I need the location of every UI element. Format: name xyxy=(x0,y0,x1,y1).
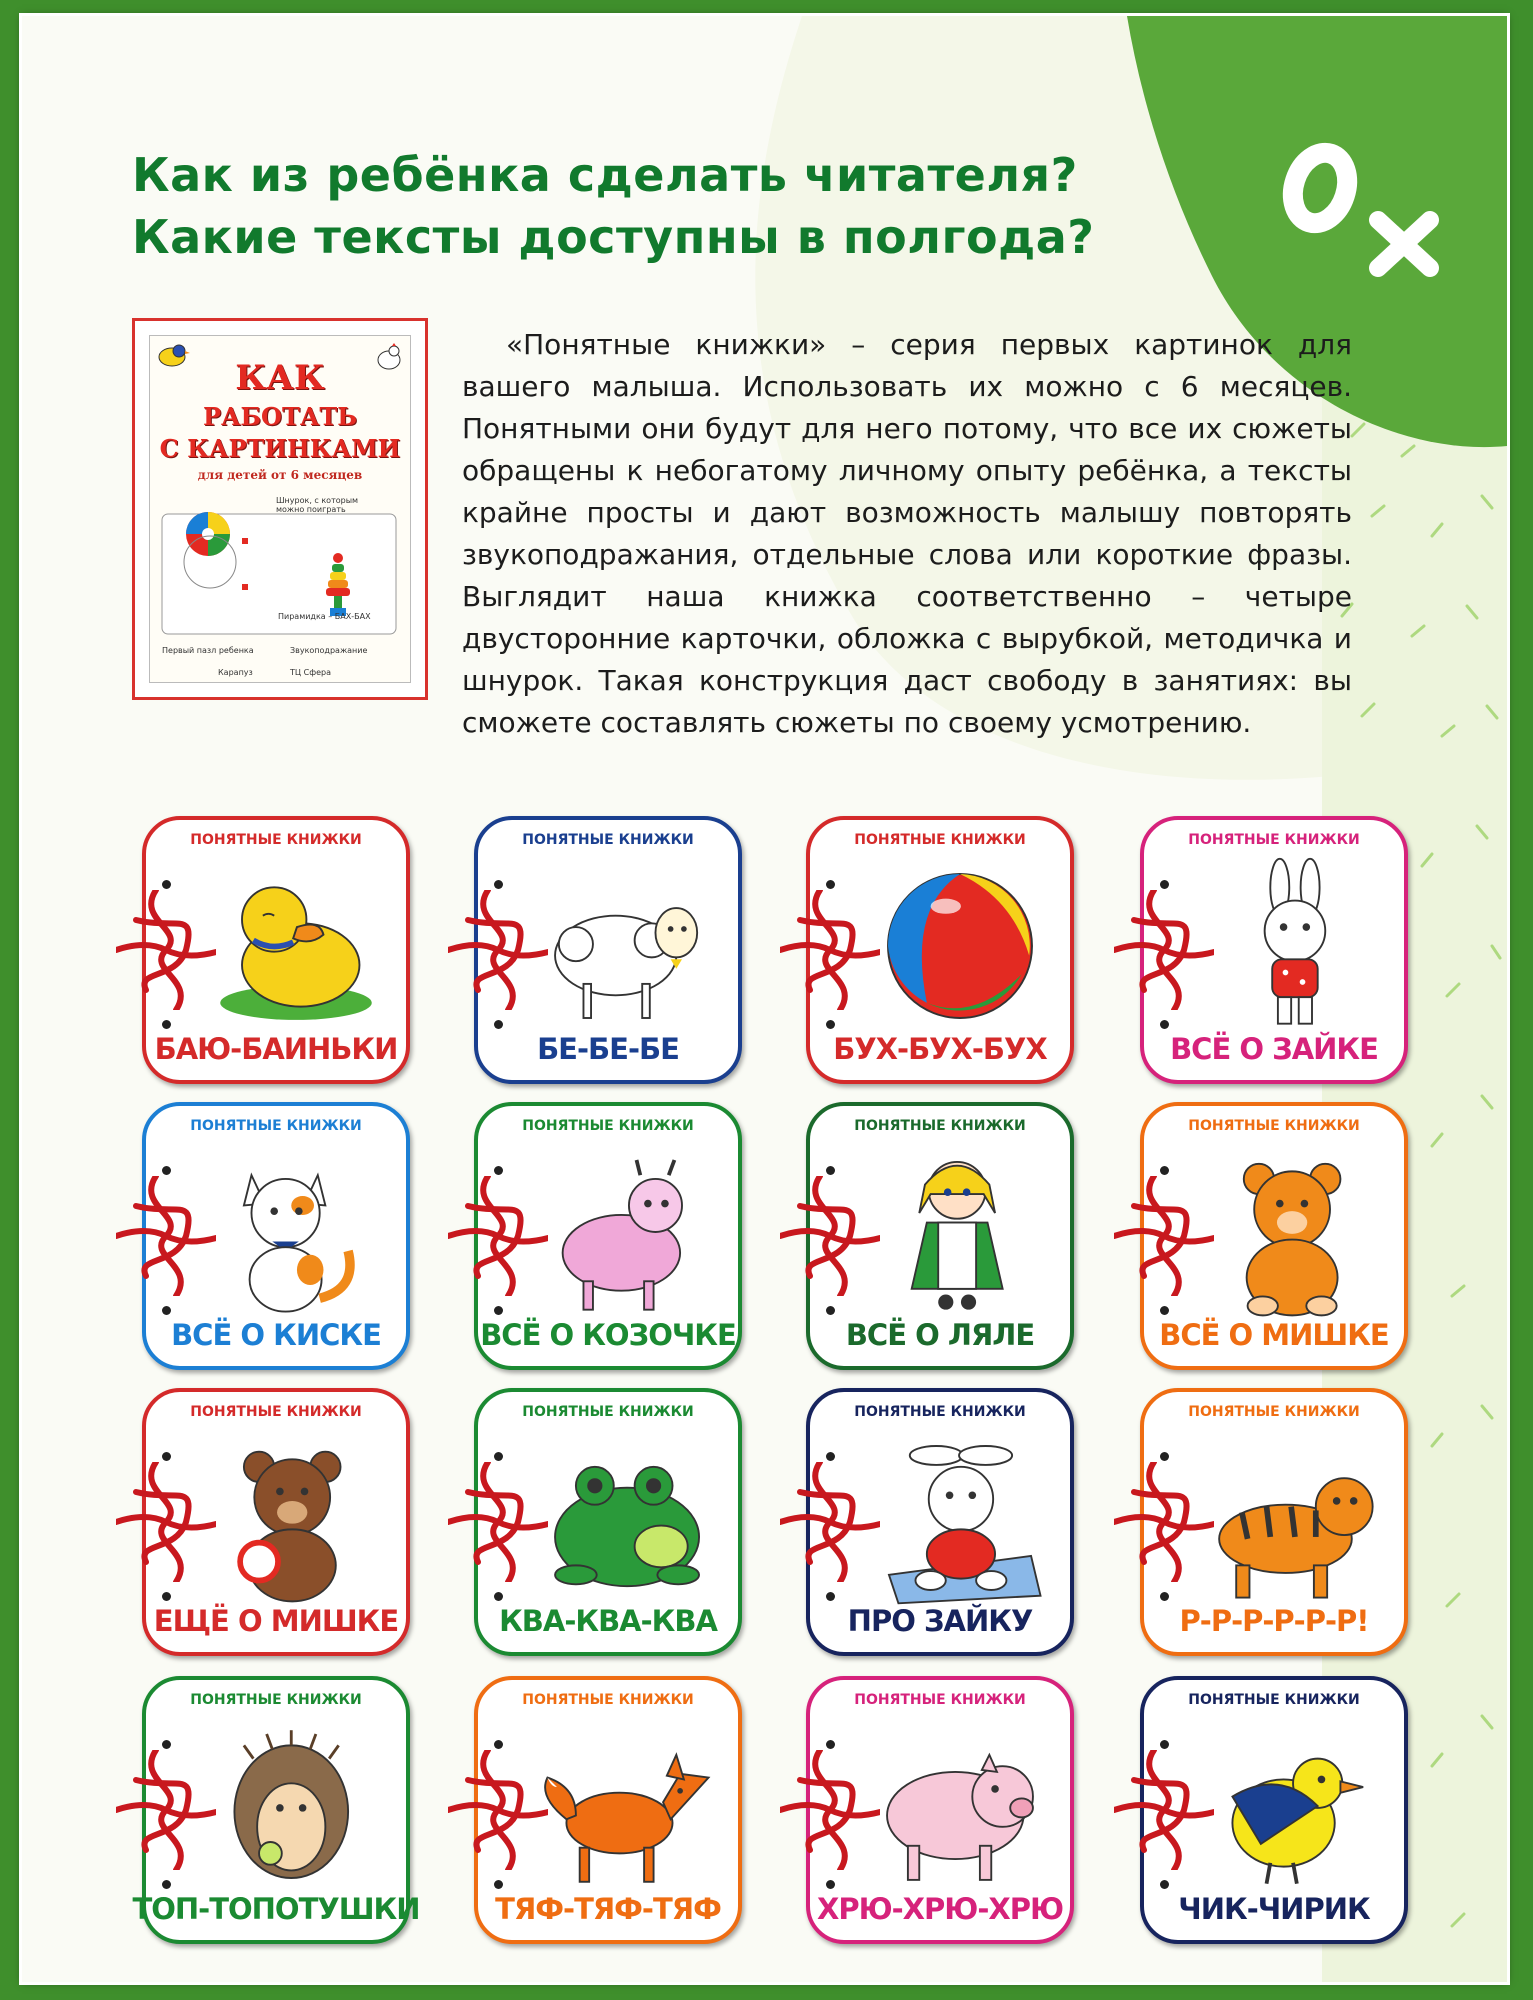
card-series-label: ПОНЯТНЫЕ КНИЖКИ xyxy=(1188,832,1360,848)
cover-label-sound: Звукоподражание xyxy=(290,646,368,655)
card-series-label: ПОНЯТНЫЕ КНИЖКИ xyxy=(190,1404,362,1420)
card-series-label: ПОНЯТНЫЕ КНИЖКИ xyxy=(190,832,362,848)
card-series-label: ПОНЯТНЫЕ КНИЖКИ xyxy=(854,1118,1026,1134)
bunny-sitting-icon xyxy=(870,1428,1050,1608)
page xyxy=(22,16,1507,1982)
lace-hole xyxy=(162,1166,171,1175)
duckling-icon xyxy=(206,856,386,1036)
card-series-label: ПОНЯТНЫЕ КНИЖКИ xyxy=(522,832,694,848)
page-title xyxy=(132,144,1232,268)
teddy-bear-icon xyxy=(1204,1142,1384,1322)
age-rating-icon xyxy=(1262,116,1462,316)
lace-icon xyxy=(1114,1462,1214,1582)
lace-icon xyxy=(448,1750,548,1870)
card-series-label: ПОНЯТНЫЕ КНИЖКИ xyxy=(190,1692,362,1708)
book-card xyxy=(474,816,742,1084)
lace-hole xyxy=(162,1880,171,1889)
card-series-label: ПОНЯТНЫЕ КНИЖКИ xyxy=(854,832,1026,848)
card-title: Р-Р-Р-Р-Р-Р! xyxy=(1179,1604,1369,1638)
lace-hole xyxy=(826,1452,835,1461)
cover-label-pyramid: Пирамидка – БАХ-БАХ xyxy=(278,612,371,621)
lace-hole xyxy=(494,1740,503,1749)
hedgehog-icon xyxy=(206,1716,386,1896)
card-title: БЕ-БЕ-БЕ xyxy=(537,1032,679,1066)
lace-hole xyxy=(494,1306,503,1315)
lace-hole xyxy=(1160,1880,1169,1889)
intro-paragraph xyxy=(132,324,1352,744)
card-title: ВСЁ О КИСКЕ xyxy=(171,1318,381,1352)
card-title: БАЮ-БАИНЬКИ xyxy=(154,1032,398,1066)
lace-icon xyxy=(780,1462,880,1582)
lace-hole xyxy=(1160,1306,1169,1315)
card-series-label: ПОНЯТНЫЕ КНИЖКИ xyxy=(1188,1118,1360,1134)
book-card xyxy=(142,816,410,1084)
lace-hole xyxy=(826,880,835,889)
bird-icon xyxy=(1204,1716,1384,1896)
lace-hole xyxy=(826,1880,835,1889)
book-card xyxy=(806,1388,1074,1656)
card-series-label: ПОНЯТНЫЕ КНИЖКИ xyxy=(522,1118,694,1134)
lace-hole xyxy=(826,1740,835,1749)
lace-hole xyxy=(1160,880,1169,889)
lace-hole xyxy=(494,1020,503,1029)
card-title: ТЯФ-ТЯФ-ТЯФ xyxy=(495,1892,721,1926)
ball-icon xyxy=(870,856,1050,1036)
lace-hole xyxy=(162,1020,171,1029)
cover-title-3: С КАРТИНКАМИ xyxy=(159,434,401,463)
card-series-label: ПОНЯТНЫЕ КНИЖКИ xyxy=(522,1404,694,1420)
lace-hole xyxy=(1160,1020,1169,1029)
card-title: ВСЁ О КОЗОЧКЕ xyxy=(480,1318,736,1352)
book-card xyxy=(1140,816,1408,1084)
card-title: КВА-КВА-КВА xyxy=(499,1604,717,1638)
lace-icon xyxy=(448,890,548,1010)
lace-hole xyxy=(826,1306,835,1315)
bunny-icon xyxy=(1204,856,1384,1036)
bear-cub-icon xyxy=(206,1428,386,1608)
goat-kid-icon xyxy=(538,1142,718,1322)
book-card xyxy=(142,1388,410,1656)
book-card xyxy=(806,1676,1074,1944)
card-series-label: ПОНЯТНЫЕ КНИЖКИ xyxy=(522,1692,694,1708)
lace-hole xyxy=(162,1592,171,1601)
lace-hole xyxy=(1160,1592,1169,1601)
cover-title-1: КАК xyxy=(235,358,325,398)
lace-icon xyxy=(116,1462,216,1582)
lace-icon xyxy=(448,1462,548,1582)
book-card xyxy=(474,1102,742,1370)
lace-hole xyxy=(162,1306,171,1315)
card-series-label: ПОНЯТНЫЕ КНИЖКИ xyxy=(854,1692,1026,1708)
lace-hole xyxy=(826,1166,835,1175)
book-card xyxy=(1140,1676,1408,1944)
lace-icon xyxy=(116,890,216,1010)
card-title: ВСЁ О ЛЯЛЕ xyxy=(845,1318,1035,1352)
lamb-icon xyxy=(538,856,718,1036)
lace-hole xyxy=(826,1592,835,1601)
cover-publisher-2: ТЦ Сфера xyxy=(290,668,331,677)
doll-icon xyxy=(870,1142,1050,1322)
lace-icon xyxy=(780,1176,880,1296)
book-card xyxy=(806,1102,1074,1370)
card-title: ВСЁ О ЗАЙКЕ xyxy=(1170,1032,1378,1066)
intro-text: «Понятные книжки» – серия первых картинок для вашего малыша. Использовать их можно с 6 месяцев. Понятными они будут для него потому, что все их сюжеты обращены к небогатому личному опыту ребёнка, а тексты крайне просты и дают возможность малышу повторять звукоподражания, отдельные слова или короткие фразы. Выглядит наша книжка соответственно – четыре двусторонние карточки, обложка с вырубкой, методичка и шнурок. Такая конструкция даст свободу в занятиях: вы сможете составлять сюжеты по своему усмотрению. xyxy=(462,328,1352,739)
book-card xyxy=(1140,1388,1408,1656)
book-card xyxy=(806,816,1074,1084)
book-card xyxy=(142,1102,410,1370)
lace-hole xyxy=(162,1740,171,1749)
lace-hole xyxy=(494,880,503,889)
lace-hole xyxy=(162,1452,171,1461)
card-title: ХРЮ-ХРЮ-ХРЮ xyxy=(816,1892,1064,1926)
cover-title-2: РАБОТАТЬ xyxy=(202,402,358,431)
cover-label-puzzle: Первый пазл ребенка xyxy=(162,646,254,655)
kitten-icon xyxy=(206,1142,386,1322)
fox-icon xyxy=(538,1716,718,1896)
title-line-2: Какие тексты доступны в полгода? xyxy=(132,210,1095,264)
lace-hole xyxy=(826,1020,835,1029)
card-title: ЧИК-ЧИРИК xyxy=(1178,1892,1370,1926)
card-series-label: ПОНЯТНЫЕ КНИЖКИ xyxy=(854,1404,1026,1420)
card-title: ПРО ЗАЙКУ xyxy=(847,1604,1033,1638)
card-title: ТОП-ТОПОТУШКИ xyxy=(132,1892,420,1926)
card-title: БУХ-БУХ-БУХ xyxy=(833,1032,1047,1066)
card-title: ВСЁ О МИШКЕ xyxy=(1159,1318,1389,1352)
lace-icon xyxy=(448,1176,548,1296)
card-series-label: ПОНЯТНЫЕ КНИЖКИ xyxy=(1188,1692,1360,1708)
book-card xyxy=(474,1388,742,1656)
lace-icon xyxy=(780,1750,880,1870)
book-card xyxy=(1140,1102,1408,1370)
lace-icon xyxy=(1114,890,1214,1010)
book-card xyxy=(132,1676,420,1944)
piglet-icon xyxy=(870,1716,1050,1896)
lace-hole xyxy=(494,1592,503,1601)
lace-hole xyxy=(494,1880,503,1889)
tiger-icon xyxy=(1204,1428,1384,1608)
lace-hole xyxy=(494,1166,503,1175)
cover-label-lace: Шнурок, с которым можно поиграть xyxy=(276,496,359,514)
card-title: ЕЩЁ О МИШКЕ xyxy=(153,1604,399,1638)
lace-icon xyxy=(116,1750,216,1870)
cover-subtitle: для детей от 6 месяцев xyxy=(197,468,363,482)
book-card xyxy=(474,1676,742,1944)
lace-hole xyxy=(1160,1452,1169,1461)
card-series-label: ПОНЯТНЫЕ КНИЖКИ xyxy=(1188,1404,1360,1420)
lace-hole xyxy=(494,1452,503,1461)
lace-hole xyxy=(1160,1740,1169,1749)
cover-publisher: Карапуз xyxy=(218,668,253,677)
title-line-1: Как из ребёнка сделать читателя? xyxy=(132,148,1078,202)
lace-icon xyxy=(1114,1176,1214,1296)
lace-hole xyxy=(1160,1166,1169,1175)
card-series-label: ПОНЯТНЫЕ КНИЖКИ xyxy=(190,1118,362,1134)
lace-hole xyxy=(162,880,171,889)
lace-icon xyxy=(116,1176,216,1296)
lace-icon xyxy=(1114,1750,1214,1870)
frog-icon xyxy=(538,1428,718,1608)
cover-spacer xyxy=(132,324,462,704)
lace-icon xyxy=(780,890,880,1010)
